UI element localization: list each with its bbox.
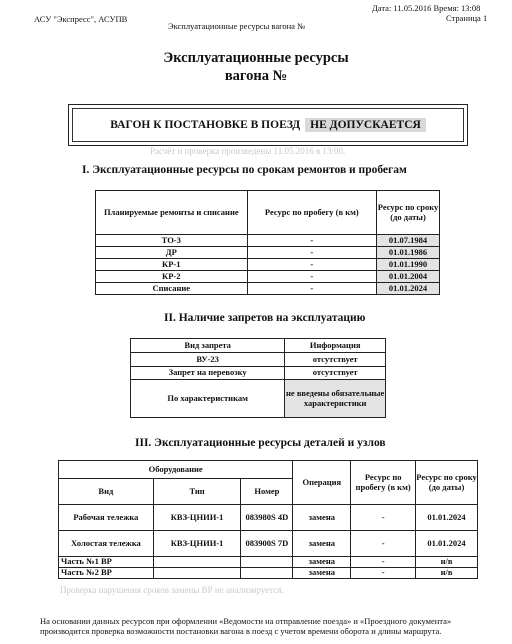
s1-row-km: - xyxy=(247,247,377,259)
s1-col-name: Планируемые ремонты и списание xyxy=(96,191,248,235)
s3-col-km: Ресурс по пробегу (в км) xyxy=(351,461,416,505)
footer-text xyxy=(40,616,480,636)
page-title-line1: Эксплуатационные ресурсы xyxy=(163,50,349,66)
table-row xyxy=(96,271,440,283)
header-report-name: Эксплуатационные ресурсы вагона № xyxy=(168,21,306,31)
s3-row-number xyxy=(241,568,293,579)
calc-note: Расчёт и проверка произведены 11.05.2016 в 13:00. xyxy=(150,146,346,156)
s1-row-name: Списание xyxy=(96,283,248,295)
table-row xyxy=(96,247,440,259)
table-row xyxy=(131,380,386,418)
banner-label: ВАГОН К ПОСТАНОВКЕ В ПОЕЗД xyxy=(110,119,301,131)
section1-title: I. Эксплуатационные ресурсы по срокам ремонтов и пробегам xyxy=(82,164,407,176)
header-system-name: АСУ "Экспресс", АСУПВ xyxy=(34,14,128,24)
table-row xyxy=(59,531,478,557)
s2-row-name: Запрет на перевозку xyxy=(131,367,285,380)
header-page: Страница 1 xyxy=(446,13,488,23)
s1-row-name: ДР xyxy=(96,247,248,259)
s2-col-name: Вид запрета xyxy=(131,339,285,353)
s3-row-number: 083900S 7D xyxy=(241,531,293,557)
s1-col-km: Ресурс по пробегу (в км) xyxy=(247,191,377,235)
section2-title: II. Наличие запретов на эксплуатацию xyxy=(164,312,366,324)
s3-row-kind: Рабочая тележка xyxy=(59,505,154,531)
s3-row-type xyxy=(153,557,241,568)
s3-col-type: Тип xyxy=(153,479,241,505)
table-row xyxy=(96,235,440,247)
s1-row-km: - xyxy=(247,271,377,283)
s3-row-type: КВЗ-ЦНИИ-1 xyxy=(153,505,241,531)
section2-table xyxy=(130,338,386,418)
table-row xyxy=(59,568,478,579)
s1-row-km: - xyxy=(247,283,377,295)
section1-table xyxy=(95,190,440,295)
s3-row-number xyxy=(241,557,293,568)
s3-row-type: КВЗ-ЦНИИ-1 xyxy=(153,531,241,557)
s3-col-operation: Операция xyxy=(293,461,351,505)
table-row xyxy=(131,353,386,367)
s3-row-date: н/в xyxy=(416,568,478,579)
s1-row-name: КР-2 xyxy=(96,271,248,283)
header-time: Время: 13:08 xyxy=(433,3,481,13)
s3-row-km: - xyxy=(351,568,416,579)
s1-row-name: ТО-3 xyxy=(96,235,248,247)
s3-row-kind: Часть №2 ВР xyxy=(59,568,154,579)
header-date: Дата: 11.05.2016 xyxy=(372,3,432,13)
s3-row-km: - xyxy=(351,531,416,557)
s1-row-date: 01.01.2024 xyxy=(377,283,440,295)
admission-banner xyxy=(68,104,468,146)
s1-col-date: Ресурс по сроку (до даты) xyxy=(377,191,440,235)
s3-row-date: 01.01.2024 xyxy=(416,531,478,557)
s2-row-info: отсутствует xyxy=(285,367,386,380)
s1-row-date: 01.01.1990 xyxy=(377,259,440,271)
section3-header-row1 xyxy=(59,461,478,479)
vr-note: Проверка нарушения сроков замены ВР не анализируется. xyxy=(60,585,284,595)
section3-table xyxy=(58,460,478,579)
s3-row-km: - xyxy=(351,505,416,531)
banner-text xyxy=(110,119,426,131)
s3-row-number: 083980S 4D xyxy=(241,505,293,531)
section3-title: III. Эксплуатационные ресурсы деталей и узлов xyxy=(135,437,386,449)
table-row xyxy=(96,283,440,295)
table-row xyxy=(59,505,478,531)
s1-row-date: 01.07.1984 xyxy=(377,235,440,247)
page-title-line2: вагона № xyxy=(224,68,288,84)
banner-status: НЕ ДОПУСКАЕТСЯ xyxy=(305,118,426,132)
s1-row-name: КР-1 xyxy=(96,259,248,271)
s3-row-date: н/в xyxy=(416,557,478,568)
s3-row-type xyxy=(153,568,241,579)
footer-line2: производится проверка возможности постановки вагона в поезд с учетом времени оборота и длины маршрута. xyxy=(40,626,442,637)
s2-row-info: не введены обязательные характеристики xyxy=(285,380,386,418)
s3-row-operation: замена xyxy=(293,505,351,531)
s3-col-equipment: Оборудование xyxy=(59,461,293,479)
s3-row-date: 01.01.2024 xyxy=(416,505,478,531)
s3-row-km: - xyxy=(351,557,416,568)
section2-header-row xyxy=(131,339,386,353)
s2-row-name: По характеристикам xyxy=(131,380,285,418)
s2-col-info: Информация xyxy=(285,339,386,353)
s2-row-name: ВУ-23 xyxy=(131,353,285,367)
s2-row-info: отсутствует xyxy=(285,353,386,367)
s3-row-operation: замена xyxy=(293,531,351,557)
s1-row-date: 01.01.1986 xyxy=(377,247,440,259)
s3-col-kind: Вид xyxy=(59,479,154,505)
s3-row-operation: замена xyxy=(293,568,351,579)
s1-row-date: 01.01.2004 xyxy=(377,271,440,283)
s3-row-operation: замена xyxy=(293,557,351,568)
footer-line1: На основании данных ресурсов при оформлении «Ведомости на отправление поезда» и «Проездного документа» xyxy=(40,616,452,626)
table-row xyxy=(131,367,386,380)
table-row xyxy=(59,557,478,568)
s1-row-km: - xyxy=(247,235,377,247)
header-date-time xyxy=(372,3,480,13)
s3-row-kind: Часть №1 ВР xyxy=(59,557,154,568)
s1-row-km: - xyxy=(247,259,377,271)
table-row xyxy=(96,259,440,271)
s3-col-date: Ресурс по сроку (до даты) xyxy=(416,461,478,505)
s3-col-number: Номер xyxy=(241,479,293,505)
s3-row-kind: Холостая тележка xyxy=(59,531,154,557)
section1-header-row xyxy=(96,191,440,235)
